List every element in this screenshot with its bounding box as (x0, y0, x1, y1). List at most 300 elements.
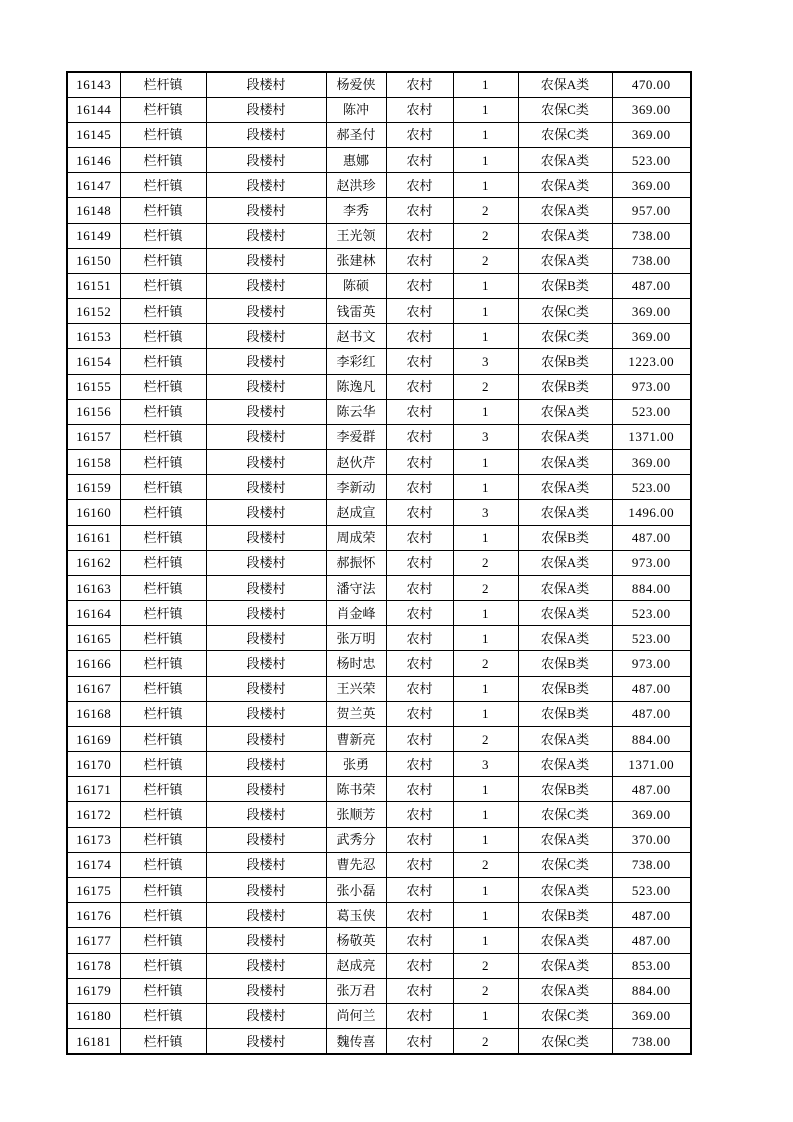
cell-town: 栏杆镇 (120, 903, 206, 928)
cell-name: 李爱群 (326, 424, 386, 449)
cell-name: 魏传喜 (326, 1029, 386, 1054)
cell-village: 段楼村 (206, 223, 326, 248)
cell-village: 段楼村 (206, 148, 326, 173)
cell-insurance-class: 农保B类 (518, 701, 612, 726)
cell-amount: 523.00 (612, 878, 691, 903)
cell-insurance-class: 农保A类 (518, 475, 612, 500)
cell-insurance-class: 农保A类 (518, 575, 612, 600)
cell-name: 肖金峰 (326, 601, 386, 626)
cell-person-count: 1 (453, 878, 518, 903)
cell-amount: 487.00 (612, 676, 691, 701)
cell-town: 栏杆镇 (120, 148, 206, 173)
cell-serial-number: 16162 (67, 550, 120, 575)
cell-person-count: 1 (453, 525, 518, 550)
cell-person-count: 2 (453, 978, 518, 1003)
cell-town: 栏杆镇 (120, 248, 206, 273)
cell-name: 赵成亮 (326, 953, 386, 978)
cell-insurance-class: 农保A类 (518, 248, 612, 273)
cell-serial-number: 16153 (67, 324, 120, 349)
cell-amount: 487.00 (612, 273, 691, 298)
cell-amount: 369.00 (612, 299, 691, 324)
cell-person-count: 1 (453, 802, 518, 827)
cell-town: 栏杆镇 (120, 173, 206, 198)
cell-town: 栏杆镇 (120, 500, 206, 525)
cell-insurance-class: 农保A类 (518, 72, 612, 97)
cell-name: 郝振怀 (326, 550, 386, 575)
table-row (67, 827, 691, 852)
cell-person-count: 1 (453, 601, 518, 626)
cell-person-count: 1 (453, 122, 518, 147)
roster-table (66, 71, 692, 1055)
table-row (67, 273, 691, 298)
cell-serial-number: 16154 (67, 349, 120, 374)
cell-amount: 487.00 (612, 903, 691, 928)
cell-name: 杨时忠 (326, 651, 386, 676)
cell-household-type: 农村 (386, 450, 453, 475)
cell-insurance-class: 农保A类 (518, 424, 612, 449)
cell-household-type: 农村 (386, 148, 453, 173)
cell-person-count: 3 (453, 500, 518, 525)
cell-serial-number: 16180 (67, 1003, 120, 1028)
table-row (67, 651, 691, 676)
cell-serial-number: 16144 (67, 97, 120, 122)
cell-village: 段楼村 (206, 852, 326, 877)
cell-town: 栏杆镇 (120, 122, 206, 147)
cell-village: 段楼村 (206, 349, 326, 374)
cell-amount: 523.00 (612, 626, 691, 651)
cell-town: 栏杆镇 (120, 928, 206, 953)
cell-household-type: 农村 (386, 626, 453, 651)
cell-insurance-class: 农保B类 (518, 273, 612, 298)
cell-person-count: 1 (453, 475, 518, 500)
cell-insurance-class: 农保A类 (518, 550, 612, 575)
cell-person-count: 1 (453, 148, 518, 173)
table-row (67, 726, 691, 751)
cell-insurance-class: 农保A类 (518, 978, 612, 1003)
cell-insurance-class: 农保C类 (518, 122, 612, 147)
cell-household-type: 农村 (386, 752, 453, 777)
cell-village: 段楼村 (206, 777, 326, 802)
cell-name: 钱雷英 (326, 299, 386, 324)
cell-town: 栏杆镇 (120, 374, 206, 399)
cell-insurance-class: 农保A类 (518, 173, 612, 198)
cell-household-type: 农村 (386, 601, 453, 626)
table-row (67, 601, 691, 626)
cell-village: 段楼村 (206, 248, 326, 273)
cell-household-type: 农村 (386, 651, 453, 676)
cell-name: 杨爱侠 (326, 72, 386, 97)
cell-name: 郝圣付 (326, 122, 386, 147)
table-row (67, 777, 691, 802)
cell-serial-number: 16175 (67, 878, 120, 903)
cell-village: 段楼村 (206, 450, 326, 475)
cell-insurance-class: 农保B类 (518, 777, 612, 802)
cell-household-type: 农村 (386, 852, 453, 877)
table-row (67, 525, 691, 550)
cell-town: 栏杆镇 (120, 198, 206, 223)
cell-household-type: 农村 (386, 97, 453, 122)
table-row (67, 978, 691, 1003)
cell-village: 段楼村 (206, 550, 326, 575)
cell-name: 贺兰英 (326, 701, 386, 726)
cell-household-type: 农村 (386, 299, 453, 324)
cell-serial-number: 16174 (67, 852, 120, 877)
cell-person-count: 1 (453, 1003, 518, 1028)
cell-insurance-class: 农保B类 (518, 374, 612, 399)
cell-serial-number: 16168 (67, 701, 120, 726)
cell-household-type: 农村 (386, 72, 453, 97)
table-row (67, 928, 691, 953)
cell-name: 张万君 (326, 978, 386, 1003)
cell-household-type: 农村 (386, 777, 453, 802)
table-row (67, 349, 691, 374)
cell-amount: 884.00 (612, 978, 691, 1003)
cell-insurance-class: 农保C类 (518, 1029, 612, 1054)
cell-amount: 369.00 (612, 802, 691, 827)
cell-person-count: 2 (453, 198, 518, 223)
cell-person-count: 2 (453, 726, 518, 751)
cell-household-type: 农村 (386, 802, 453, 827)
cell-person-count: 1 (453, 827, 518, 852)
table-row (67, 802, 691, 827)
cell-amount: 973.00 (612, 550, 691, 575)
cell-serial-number: 16171 (67, 777, 120, 802)
cell-town: 栏杆镇 (120, 324, 206, 349)
cell-serial-number: 16160 (67, 500, 120, 525)
cell-village: 段楼村 (206, 701, 326, 726)
cell-serial-number: 16143 (67, 72, 120, 97)
cell-amount: 487.00 (612, 777, 691, 802)
cell-serial-number: 16156 (67, 399, 120, 424)
cell-name: 陈云华 (326, 399, 386, 424)
table-row (67, 500, 691, 525)
cell-person-count: 3 (453, 752, 518, 777)
cell-town: 栏杆镇 (120, 978, 206, 1003)
cell-serial-number: 16167 (67, 676, 120, 701)
table-row (67, 626, 691, 651)
cell-amount: 470.00 (612, 72, 691, 97)
cell-amount: 1371.00 (612, 752, 691, 777)
cell-town: 栏杆镇 (120, 777, 206, 802)
cell-village: 段楼村 (206, 72, 326, 97)
cell-village: 段楼村 (206, 726, 326, 751)
cell-serial-number: 16149 (67, 223, 120, 248)
table-row (67, 550, 691, 575)
cell-town: 栏杆镇 (120, 399, 206, 424)
cell-serial-number: 16155 (67, 374, 120, 399)
cell-insurance-class: 农保A类 (518, 198, 612, 223)
cell-household-type: 农村 (386, 676, 453, 701)
cell-town: 栏杆镇 (120, 953, 206, 978)
table-row (67, 248, 691, 273)
cell-town: 栏杆镇 (120, 1003, 206, 1028)
cell-household-type: 农村 (386, 726, 453, 751)
cell-amount: 369.00 (612, 173, 691, 198)
cell-village: 段楼村 (206, 1003, 326, 1028)
cell-serial-number: 16146 (67, 148, 120, 173)
cell-serial-number: 16159 (67, 475, 120, 500)
cell-name: 赵洪珍 (326, 173, 386, 198)
table-row (67, 324, 691, 349)
cell-town: 栏杆镇 (120, 424, 206, 449)
cell-insurance-class: 农保A类 (518, 928, 612, 953)
cell-town: 栏杆镇 (120, 752, 206, 777)
cell-town: 栏杆镇 (120, 701, 206, 726)
cell-village: 段楼村 (206, 324, 326, 349)
cell-amount: 369.00 (612, 324, 691, 349)
cell-serial-number: 16177 (67, 928, 120, 953)
table-row (67, 1003, 691, 1028)
cell-town: 栏杆镇 (120, 273, 206, 298)
cell-name: 张万明 (326, 626, 386, 651)
cell-insurance-class: 农保B类 (518, 676, 612, 701)
cell-amount: 523.00 (612, 601, 691, 626)
table-row (67, 878, 691, 903)
cell-town: 栏杆镇 (120, 575, 206, 600)
cell-amount: 369.00 (612, 97, 691, 122)
cell-insurance-class: 农保A类 (518, 726, 612, 751)
cell-household-type: 农村 (386, 198, 453, 223)
cell-name: 曹先忍 (326, 852, 386, 877)
cell-person-count: 1 (453, 701, 518, 726)
cell-name: 曹新亮 (326, 726, 386, 751)
cell-insurance-class: 农保C类 (518, 299, 612, 324)
table-row (67, 852, 691, 877)
cell-name: 张建林 (326, 248, 386, 273)
cell-serial-number: 16181 (67, 1029, 120, 1054)
table-row (67, 1029, 691, 1054)
cell-name: 张顺芳 (326, 802, 386, 827)
cell-amount: 487.00 (612, 701, 691, 726)
cell-insurance-class: 农保A类 (518, 827, 612, 852)
cell-serial-number: 16165 (67, 626, 120, 651)
cell-person-count: 1 (453, 324, 518, 349)
table-row (67, 374, 691, 399)
cell-serial-number: 16158 (67, 450, 120, 475)
cell-town: 栏杆镇 (120, 299, 206, 324)
cell-household-type: 农村 (386, 475, 453, 500)
cell-household-type: 农村 (386, 424, 453, 449)
table-row (67, 752, 691, 777)
cell-town: 栏杆镇 (120, 349, 206, 374)
cell-person-count: 1 (453, 626, 518, 651)
cell-amount: 1223.00 (612, 349, 691, 374)
cell-amount: 369.00 (612, 450, 691, 475)
cell-town: 栏杆镇 (120, 450, 206, 475)
cell-person-count: 1 (453, 450, 518, 475)
cell-amount: 487.00 (612, 525, 691, 550)
cell-town: 栏杆镇 (120, 651, 206, 676)
cell-person-count: 2 (453, 1029, 518, 1054)
cell-name: 武秀分 (326, 827, 386, 852)
cell-name: 惠娜 (326, 148, 386, 173)
cell-person-count: 2 (453, 852, 518, 877)
cell-person-count: 1 (453, 173, 518, 198)
cell-person-count: 3 (453, 349, 518, 374)
cell-insurance-class: 农保C类 (518, 1003, 612, 1028)
cell-person-count: 1 (453, 399, 518, 424)
cell-household-type: 农村 (386, 248, 453, 273)
cell-household-type: 农村 (386, 953, 453, 978)
cell-person-count: 3 (453, 424, 518, 449)
table-row (67, 450, 691, 475)
cell-town: 栏杆镇 (120, 475, 206, 500)
cell-amount: 973.00 (612, 374, 691, 399)
cell-village: 段楼村 (206, 399, 326, 424)
cell-town: 栏杆镇 (120, 223, 206, 248)
cell-amount: 738.00 (612, 248, 691, 273)
cell-town: 栏杆镇 (120, 72, 206, 97)
cell-name: 杨敬英 (326, 928, 386, 953)
cell-name: 潘守法 (326, 575, 386, 600)
cell-village: 段楼村 (206, 1029, 326, 1054)
cell-town: 栏杆镇 (120, 878, 206, 903)
cell-village: 段楼村 (206, 525, 326, 550)
cell-person-count: 1 (453, 777, 518, 802)
cell-amount: 973.00 (612, 651, 691, 676)
cell-village: 段楼村 (206, 676, 326, 701)
cell-town: 栏杆镇 (120, 525, 206, 550)
cell-serial-number: 16152 (67, 299, 120, 324)
cell-village: 段楼村 (206, 273, 326, 298)
table-row (67, 72, 691, 97)
cell-serial-number: 16148 (67, 198, 120, 223)
table-row (67, 953, 691, 978)
cell-village: 段楼村 (206, 575, 326, 600)
cell-serial-number: 16176 (67, 903, 120, 928)
cell-village: 段楼村 (206, 500, 326, 525)
cell-person-count: 1 (453, 97, 518, 122)
cell-household-type: 农村 (386, 500, 453, 525)
cell-insurance-class: 农保A类 (518, 148, 612, 173)
cell-name: 陈硕 (326, 273, 386, 298)
cell-person-count: 2 (453, 550, 518, 575)
cell-household-type: 农村 (386, 928, 453, 953)
cell-amount: 1371.00 (612, 424, 691, 449)
cell-serial-number: 16164 (67, 601, 120, 626)
cell-person-count: 1 (453, 72, 518, 97)
cell-amount: 523.00 (612, 475, 691, 500)
cell-village: 段楼村 (206, 626, 326, 651)
cell-village: 段楼村 (206, 978, 326, 1003)
cell-serial-number: 16163 (67, 575, 120, 600)
cell-insurance-class: 农保C类 (518, 97, 612, 122)
cell-household-type: 农村 (386, 550, 453, 575)
table-row (67, 299, 691, 324)
cell-name: 王兴荣 (326, 676, 386, 701)
cell-household-type: 农村 (386, 1029, 453, 1054)
cell-name: 赵伙芹 (326, 450, 386, 475)
cell-serial-number: 16179 (67, 978, 120, 1003)
cell-person-count: 2 (453, 953, 518, 978)
table-row (67, 424, 691, 449)
cell-household-type: 农村 (386, 1003, 453, 1028)
cell-town: 栏杆镇 (120, 626, 206, 651)
cell-insurance-class: 农保C类 (518, 852, 612, 877)
cell-insurance-class: 农保A类 (518, 500, 612, 525)
cell-household-type: 农村 (386, 173, 453, 198)
cell-insurance-class: 农保A类 (518, 601, 612, 626)
cell-person-count: 1 (453, 928, 518, 953)
cell-household-type: 农村 (386, 878, 453, 903)
cell-village: 段楼村 (206, 374, 326, 399)
cell-town: 栏杆镇 (120, 827, 206, 852)
cell-name: 陈冲 (326, 97, 386, 122)
cell-village: 段楼村 (206, 299, 326, 324)
cell-village: 段楼村 (206, 903, 326, 928)
cell-serial-number: 16147 (67, 173, 120, 198)
cell-village: 段楼村 (206, 752, 326, 777)
cell-serial-number: 16157 (67, 424, 120, 449)
cell-amount: 738.00 (612, 852, 691, 877)
cell-amount: 957.00 (612, 198, 691, 223)
cell-household-type: 农村 (386, 324, 453, 349)
cell-household-type: 农村 (386, 525, 453, 550)
cell-name: 李新动 (326, 475, 386, 500)
cell-household-type: 农村 (386, 122, 453, 147)
cell-insurance-class: 农保C类 (518, 802, 612, 827)
cell-insurance-class: 农保A类 (518, 626, 612, 651)
table-row (67, 122, 691, 147)
table-row (67, 223, 691, 248)
cell-name: 张勇 (326, 752, 386, 777)
table-row (67, 475, 691, 500)
table-row (67, 903, 691, 928)
table-row (67, 676, 691, 701)
cell-serial-number: 16173 (67, 827, 120, 852)
cell-serial-number: 16161 (67, 525, 120, 550)
cell-insurance-class: 农保A类 (518, 953, 612, 978)
cell-town: 栏杆镇 (120, 601, 206, 626)
cell-village: 段楼村 (206, 928, 326, 953)
cell-name: 李彩红 (326, 349, 386, 374)
cell-town: 栏杆镇 (120, 1029, 206, 1054)
cell-name: 赵成宣 (326, 500, 386, 525)
cell-serial-number: 16166 (67, 651, 120, 676)
cell-amount: 853.00 (612, 953, 691, 978)
cell-serial-number: 16178 (67, 953, 120, 978)
cell-person-count: 2 (453, 651, 518, 676)
cell-name: 陈逸凡 (326, 374, 386, 399)
cell-household-type: 农村 (386, 273, 453, 298)
cell-village: 段楼村 (206, 198, 326, 223)
cell-insurance-class: 农保A类 (518, 399, 612, 424)
cell-serial-number: 16150 (67, 248, 120, 273)
cell-household-type: 农村 (386, 575, 453, 600)
cell-serial-number: 16172 (67, 802, 120, 827)
cell-person-count: 2 (453, 374, 518, 399)
cell-serial-number: 16169 (67, 726, 120, 751)
cell-amount: 370.00 (612, 827, 691, 852)
cell-amount: 738.00 (612, 223, 691, 248)
cell-amount: 523.00 (612, 148, 691, 173)
cell-amount: 369.00 (612, 122, 691, 147)
table-row (67, 148, 691, 173)
cell-person-count: 1 (453, 299, 518, 324)
cell-village: 段楼村 (206, 802, 326, 827)
cell-name: 王光领 (326, 223, 386, 248)
cell-household-type: 农村 (386, 978, 453, 1003)
cell-village: 段楼村 (206, 173, 326, 198)
cell-person-count: 1 (453, 676, 518, 701)
cell-amount: 523.00 (612, 399, 691, 424)
cell-amount: 1496.00 (612, 500, 691, 525)
cell-person-count: 2 (453, 223, 518, 248)
cell-amount: 884.00 (612, 726, 691, 751)
cell-village: 段楼村 (206, 651, 326, 676)
cell-name: 李秀 (326, 198, 386, 223)
cell-serial-number: 16145 (67, 122, 120, 147)
